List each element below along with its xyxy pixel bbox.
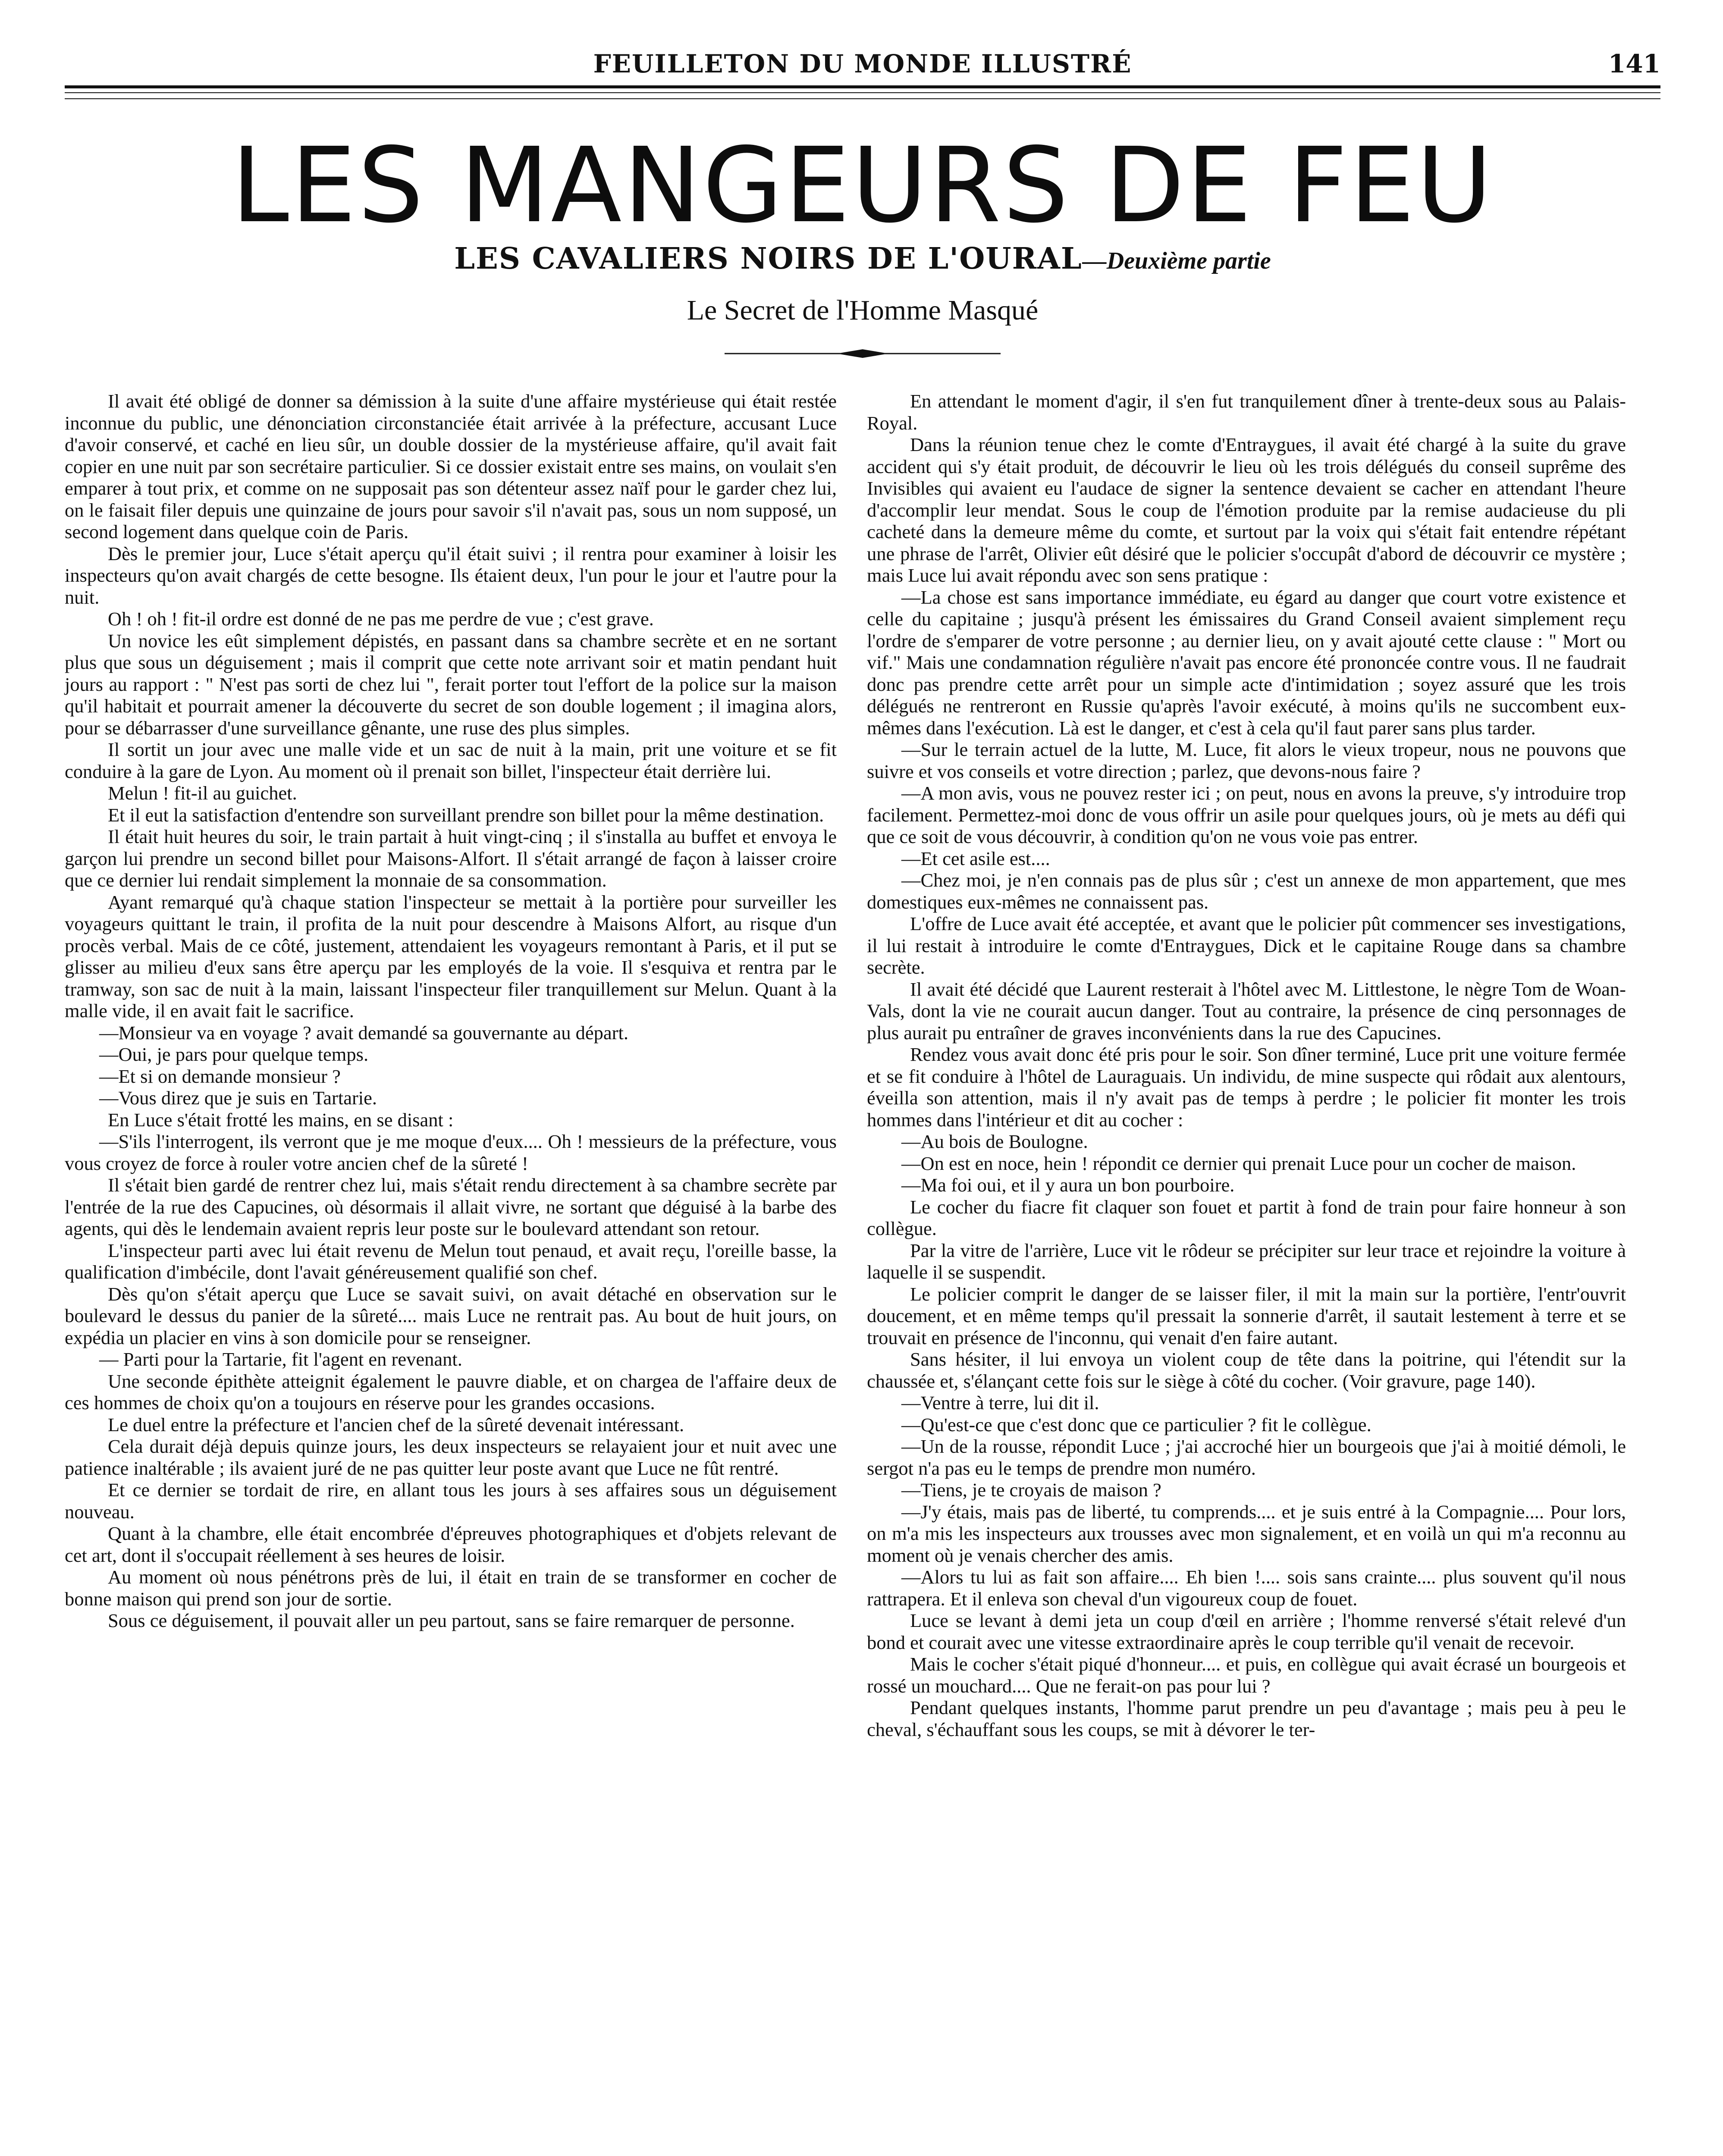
paragraph: Il avait été obligé de donner sa démission à la suite d'une affaire mystérieuse qui était restée inconnue du public, une dénonciation circonstanciée était arrivée à la préfecture, accusant Luce d'avoir conservé, et caché en lieu sûr, un double dossier de la mystérieuse affaire, qu'il avait fait copier en une nuit par son secrétaire particulier. Si ce dossier existait entre ses mains, on voulait s'en emparer à tout prix, et comme on ne supposait pas son détenteur assez naïf pour le garder chez lui, on le faisait filer depuis une quinzaine de jours pour savoir s'il n'avait pas, sous un nom supposé, un second logement dans quelque coin de Paris.: [65, 390, 837, 542]
paragraph: Et ce dernier se tordait de rire, en allant tous les jours à ses affaires sous un déguisement nouveau.: [65, 1479, 837, 1523]
paragraph: Il était huit heures du soir, le train partait à huit vingt-cinq ; il s'installa au buffet et envoya le garçon lui prendre un second billet pour Maisons-Alfort. Il s'était arrangé de façon à laisser croire que ce dernier lui rendait simplement la monnaie de sa consommation.: [65, 826, 837, 891]
paragraph: —Au bois de Boulogne.: [901, 1131, 1088, 1152]
running-title: FEUILLETON DU MONDE ILLUSTRÉ: [593, 49, 1132, 78]
paragraph: —Et cet asile est....: [901, 847, 1050, 869]
paragraph: Sans hésiter, il lui envoya un violent coup de tête dans la poitrine, qui l'étendit sur la chaussée et, s'élançant cette fois sur le siège à côté du cocher. (Voir gravure, page 140).: [867, 1348, 1626, 1392]
paragraph: —S'ils l'interrogent, ils verront que je me moque d'eux.... Oh ! messieurs de la préfecture, vous vous croyez de force à rouler votre ancien chef de la sûreté !: [65, 1131, 837, 1174]
paragraph: En attendant le moment d'agir, il s'en fut tranquilement dîner à trente-deux sous au Palais-Royal.: [867, 390, 1626, 434]
page-number: 141: [1608, 49, 1660, 78]
right-column: [867, 390, 1626, 1740]
paragraph: Dans la réunion tenue chez le comte d'Entraygues, il avait été chargé à la suite du grave accident qui s'y était produit, de découvrir le lieu où les trois délégués du conseil suprême des Invisibles qui avaient eu l'audace de signer la sentence devaient se cacher en attendant l'heure d'accomplir leur mendat. Sous le coup de l'émotion produite par la remise audacieuse du pli cacheté dans la demeure même du comte, et surtout par la voix qui s'était fait entendre répétant une phrase de l'arrêt, Olivier eût désiré que le policier s'occupât d'abord de découvrir ce mystère ; mais Luce lui avait répondu avec son sens pratique :: [867, 434, 1626, 586]
subtitle: [65, 241, 1660, 278]
header-rule-thin: [65, 92, 1660, 93]
paragraph: —La chose est sans importance immédiate, eu égard au danger que court votre existence et celle du capitaine ; jusqu'à présent les émissaires du Grand Conseil avaient simplement reçu l'ordre de s'emparer de votre personne ; au dernier lieu, on y avait ajouté cette clause : " Mort ou vif." Mais une condamnation régulière n'avait pas encore été prononcée contre vous. Il ne faudrait donc pas prendre cette arrêt pour un simple acte d'intimidation ; soyez assuré que les trois délégués ne rentreront en Russie qu'après l'avoir exécuté, à moins qu'ils ne succombent eux-mêmes dans l'exécution. Là est le danger, et c'est à cela qu'il faut parer sans plus tarder.: [867, 586, 1626, 739]
paragraph: Sous ce déguisement, il pouvait aller un peu partout, sans se faire remarquer de personne.: [108, 1610, 795, 1631]
paragraph: Une seconde épithète atteignit également le pauvre diable, et on chargea de l'affaire deux de ces hommes de choix qu'on a toujours en réserve pour les grandes occasions.: [65, 1370, 837, 1413]
header-rule-thick: [65, 85, 1660, 88]
paragraph: —Tiens, je te croyais de maison ?: [901, 1479, 1161, 1501]
paragraph: Le cocher du fiacre fit claquer son fouet et partit à fond de train pour faire honneur à son collègue.: [867, 1196, 1626, 1239]
paragraph: —Oui, je pars pour quelque temps.: [99, 1044, 369, 1065]
paragraph: —J'y étais, mais pas de liberté, tu comprends.... et je suis entré à la Compagnie.... Pour lors, on m'a mis les inspecteurs aux trousses avec mon signalement, et en voilà un qui m'a reconnu au moment où je venais chercher des amis.: [867, 1501, 1626, 1566]
ornament-divider-icon: [725, 348, 1001, 359]
left-column: [65, 390, 837, 1632]
paragraph: Cela durait déjà depuis quinze jours, les deux inspecteurs se relayaient jour et nuit avec une patience inaltérable ; ils avaient juré de ne pas quitter leur poste avant que Luce ne fût rentré.: [65, 1435, 837, 1479]
paragraph: Dès qu'on s'était aperçu que Luce se savait suivi, on avait détaché en observation sur le boulevard le dessus du panier de la sûreté.... mais Luce ne rentrait pas. Au bout de huit jours, on expédia un placier en vins à son domicile pour se renseigner.: [65, 1283, 837, 1348]
paragraph: Mais le cocher s'était piqué d'honneur.... et puis, en collègue qui avait écrasé un bourgeois et rossé un mouchard.... Que ne ferait-on pas pour lui ?: [867, 1653, 1626, 1697]
paragraph: —On est en noce, hein ! répondit ce dernier qui prenait Luce pour un cocher de maison.: [901, 1152, 1576, 1174]
paragraph: Le policier comprit le danger de se laisser filer, il mit la main sur la portière, l'entr'ouvrit doucement, et en même temps qu'il pressait la sonnerie d'arrêt, il sautait lestement à terre et se trouvait en présence de l'inconnu, qui venait d'en faire autant.: [867, 1283, 1626, 1348]
paragraph: Au moment où nous pénétrons près de lui, il était en train de se transformer en cocher de bonne maison qui prend son jour de sortie.: [65, 1566, 837, 1610]
paragraph: Luce se levant à demi jeta un coup d'œil en arrière ; l'homme renversé s'était relevé d'un bond et courait avec une vitesse extraordinaire après le coup terrible qu'il venait de recevoir.: [867, 1610, 1626, 1653]
paragraph: —Qu'est-ce que c'est donc que ce particulier ? fit le collègue.: [901, 1413, 1371, 1435]
header-rule-thin-2: [65, 98, 1660, 99]
paragraph: Il avait été décidé que Laurent resterait à l'hôtel avec M. Littlestone, le nègre Tom de Woan-Vals, dont la vie ne courait aucun danger. Tout au contraire, la présence de cinq personnages de plus aurait pu entraîner de graves inconvénients dans la rue des Capucines.: [867, 978, 1626, 1044]
paragraph: Pendant quelques instants, l'homme parut prendre un peu d'avantage ; mais peu à peu le cheval, s'échauffant sous les coups, se mit à dévorer le ter-: [867, 1697, 1626, 1740]
paragraph: —Alors tu lui as fait son affaire.... Eh bien !.... sois sans crainte.... plus souvent qu'il nous rattrapera. Et il enleva son cheval d'un vigoureux coup de fouet.: [867, 1566, 1626, 1610]
paragraph: Il s'était bien gardé de rentrer chez lui, mais s'était rendu directement à sa chambre secrète par l'entrée de la rue des Capucines, où désormais il allait vivre, ne sortant que déguisé à la barbe des agents, qui dès le lendemain avaient repris leur poste sur le boulevard attendant son retour.: [65, 1174, 837, 1239]
main-title: LES MANGEURS DE FEU: [231, 125, 1494, 246]
paragraph: —Et si on demande monsieur ?: [99, 1065, 341, 1087]
paragraph: L'inspecteur parti avec lui était revenu de Melun tout penaud, et avait reçu, l'oreille basse, la qualification d'imbécile, dont l'avait généreusement qualifié son chef.: [65, 1239, 837, 1283]
paragraph: —Vous direz que je suis en Tartarie.: [99, 1087, 377, 1109]
paragraph: En Luce s'était frotté les mains, en se disant :: [108, 1109, 454, 1131]
paragraph: Un novice les eût simplement dépistés, en passant dans sa chambre secrète et en ne sortant plus que sous un déguisement ; mais il comprit que cette note arrivant soir et matin pendant huit jours au rapport : " N'est pas sorti de chez lui ", ferait porter tout l'effort de la police sur la maison qu'il habitait et pourrait amener la découverte du secret de son double logement ; il imagina alors, pour se débarrasser d'une surveillance gênante, une ruse des plus simples.: [65, 630, 837, 739]
chapter-title: Le Secret de l'Homme Masqué: [687, 295, 1039, 326]
subtitle-part: —Deuxième partie: [1082, 248, 1271, 274]
paragraph: —Ventre à terre, lui dit il.: [901, 1392, 1099, 1413]
paragraph: Ayant remarqué qu'à chaque station l'inspecteur se mettait à la portière pour surveiller les voyageurs quittant le train, il profita de la nuit pour descendre à Maisons Alfort, au risque d'un procès verbal. Mais de ce côté, justement, attendaient les voyageurs remontant à Paris, et il put se glisser au milieu d'eux sans être aperçu par les employés de la voie. Il s'esquiva et rentra par le tramway, son sac de nuit à la main, laissant l'inspecteur filer tranquillement sur Melun. Quant à la malle vide, il en avait fait le sacrifice.: [65, 891, 837, 1022]
paragraph: Dès le premier jour, Luce s'était aperçu qu'il était suivi ; il rentra pour examiner à loisir les inspecteurs qu'on avait chargés de cette besogne. Ils étaient deux, l'un pour le jour et l'autre pour la nuit.: [65, 542, 837, 608]
paragraph: Rendez vous avait donc été pris pour le soir. Son dîner terminé, Luce prit une voiture fermée et se fit conduire à l'hôtel de Lauraguais. Un individu, de mine suspecte qui rôdait aux alentours, éveilla son attention, mais il n'y avait pas de temps à perdre ; le policier fit monter les trois hommes dans l'intérieur et dit au cocher :: [867, 1044, 1626, 1131]
paragraph: Et il eut la satisfaction d'entendre son surveillant prendre son billet pour la même destination.: [108, 804, 824, 826]
paragraph: — Parti pour la Tartarie, fit l'agent en revenant.: [99, 1348, 462, 1370]
paragraph: —A mon avis, vous ne pouvez rester ici ; on peut, nous en avons la preuve, s'y introduire trop facilement. Permettez-moi donc de vous offrir un asile pour quelques jours, où je mets au défi qui que ce soit de vous découvrir, à condition qu'on ne vous voie pas entrer.: [867, 782, 1626, 847]
paragraph: L'offre de Luce avait été acceptée, et avant que le policier pût commencer ses investigations, il lui restait à introduire le comte d'Entraygues, Dick et le capitaine Rouge dans sa chambre secrète.: [867, 913, 1626, 978]
paragraph: Melun ! fit-il au guichet.: [108, 782, 297, 804]
paragraph: Quant à la chambre, elle était encombrée d'épreuves photographiques et d'objets relevant de cet art, dont il s'occupait réellement à ses heures de loisir.: [65, 1523, 837, 1566]
paragraph: —Ma foi oui, et il y aura un bon pourboire.: [901, 1174, 1235, 1196]
paragraph: Oh ! oh ! fit-il ordre est donné de ne pas me perdre de vue ; c'est grave.: [108, 608, 654, 630]
subtitle-caps: LES CAVALIERS NOIRS DE L'OURAL: [454, 241, 1083, 276]
paragraph: —Sur le terrain actuel de la lutte, M. Luce, fit alors le vieux tropeur, nous ne pouvons que suivre et vos conseils et votre direction ; parlez, que devons-nous faire ?: [867, 739, 1626, 782]
paragraph: —Un de la rousse, répondit Luce ; j'ai accroché hier un bourgeois que j'ai à moitié démoli, le sergot n'a pas eu le temps de prendre mon numéro.: [867, 1435, 1626, 1479]
paragraph: —Monsieur va en voyage ? avait demandé sa gouvernante au départ.: [99, 1022, 628, 1044]
paragraph: Il sortit un jour avec une malle vide et un sac de nuit à la main, prit une voiture et se fit conduire à la gare de Lyon. Au moment où il prenait son billet, l'inspecteur était derrière lui.: [65, 739, 837, 782]
running-header: [65, 47, 1660, 82]
paragraph: Le duel entre la préfecture et l'ancien chef de la sûreté devenait intéressant.: [108, 1413, 684, 1435]
paragraph: Par la vitre de l'arrière, Luce vit le rôdeur se précipiter sur leur trace et rejoindre la voiture à laquelle il se suspendit.: [867, 1239, 1626, 1283]
paragraph: —Chez moi, je n'en connais pas de plus sûr ; c'est un annexe de mon appartement, que mes domestiques eux-mêmes ne connaissent pas.: [867, 869, 1626, 913]
